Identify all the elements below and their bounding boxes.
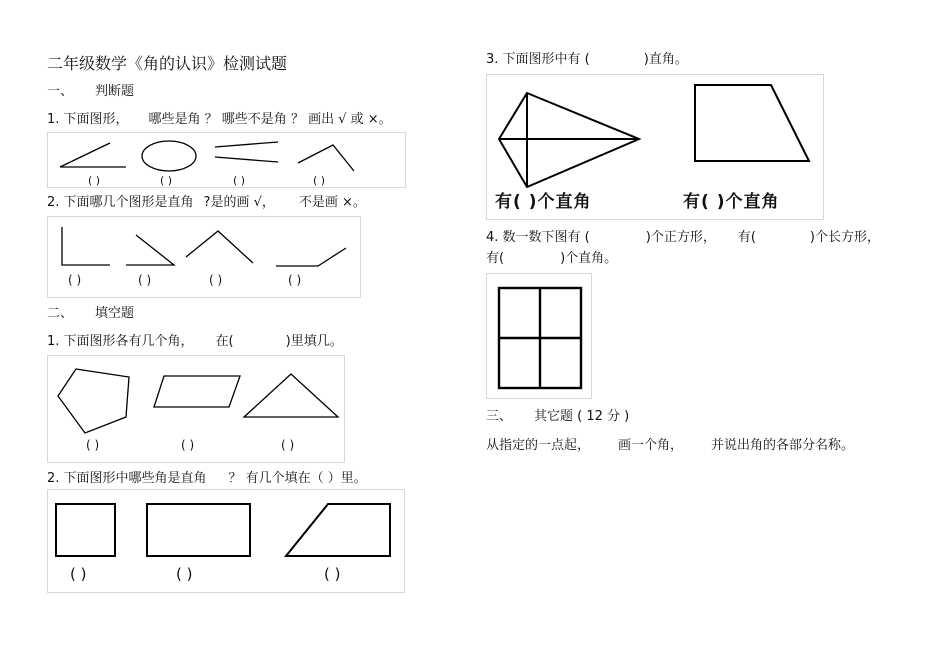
figure-box-kite-trapezoid	[486, 74, 824, 220]
question-1-2-text-b: ?是的画 √，	[203, 195, 275, 210]
question-1-1	[47, 112, 392, 128]
answer-paren-2[interactable]: ( )	[160, 174, 173, 187]
question-3-text-b: )直角。	[643, 52, 688, 67]
figure-box-grid	[486, 273, 592, 399]
question-1-2-text-c: 不是画 ×。	[298, 195, 366, 210]
answer-paren-14[interactable]: ( )	[324, 565, 341, 583]
question-4-text-b: )个正方形，	[645, 230, 716, 245]
angle-figures	[48, 133, 405, 187]
question-3-text-a: 3. 下面图形中有 (	[486, 52, 590, 67]
section3-text-b: 画一个角，	[618, 438, 684, 453]
section1-number: 一、	[47, 84, 74, 99]
section3-text-a: 从指定的一点起，	[486, 438, 591, 453]
answer-paren-12[interactable]: ( )	[70, 565, 87, 583]
answer-paren-9[interactable]: ( )	[86, 438, 100, 452]
section2-number: 二、	[47, 306, 74, 321]
answer-paren-8[interactable]: ( )	[288, 273, 302, 287]
answer-paren-1[interactable]: ( )	[88, 174, 101, 187]
figure-pentagon	[58, 369, 129, 433]
question-1-1-text-a: 1. 下面图形，	[47, 112, 129, 127]
figure-acute-angle	[126, 235, 174, 265]
figure-angle-peak	[298, 145, 354, 171]
answer-paren-5[interactable]: ( )	[68, 273, 82, 287]
question-4-line-1	[486, 230, 880, 246]
figure-box-angles	[47, 132, 406, 188]
question-4-text-c: 有(	[737, 230, 756, 245]
question-4-line-2	[486, 251, 617, 267]
figure-triangle	[244, 374, 338, 417]
section1-title: 判断题	[95, 84, 135, 99]
section3-number: 三、	[486, 409, 513, 424]
right-angle-figures	[48, 217, 360, 297]
section3-instruction	[486, 438, 854, 454]
question-1-1-text-b: 哪些是角 ？ 哪些不是角 ？ 画出 √ 或 ×。	[148, 112, 392, 127]
figure-rectangle	[147, 504, 250, 556]
trapezoid-right-angle-label: 有( )个直角	[683, 192, 780, 212]
figure-parallelogram	[154, 376, 240, 407]
section2-heading	[47, 306, 134, 322]
question-4-text-a: 4. 数一数下图有 (	[486, 230, 590, 245]
figure-square	[56, 504, 115, 556]
answer-paren-7[interactable]: ( )	[209, 273, 223, 287]
question-1-2	[47, 195, 366, 211]
page-title: 二年级数学《角的认识》检测试题	[47, 54, 288, 73]
figure-wide-angle	[276, 248, 346, 266]
question-4-text-f: )个直角。	[560, 251, 618, 266]
figure-box-quadrilaterals	[47, 489, 405, 593]
figure-obtuse-angle	[186, 231, 253, 263]
grid-figure	[487, 274, 591, 398]
question-2-1-text-a: 1. 下面图形各有几个角，	[47, 334, 194, 349]
section3-heading	[486, 409, 629, 425]
question-2-1-text-c: )里填几。	[285, 334, 343, 349]
question-2-2-text-b: ？ 有几个填在（ ）里。	[228, 471, 367, 486]
section3-title: 其它题 ( 12 分 )	[534, 409, 630, 424]
answer-paren-3[interactable]: ( )	[233, 174, 246, 187]
question-2-1-text-b: 在(	[215, 334, 234, 349]
section3-text-c: 并说出角的各部分名称。	[711, 438, 855, 453]
figure-ellipse	[142, 141, 196, 171]
figure-two-lines	[215, 142, 278, 147]
answer-paren-13[interactable]: ( )	[176, 565, 193, 583]
answer-paren-10[interactable]: ( )	[181, 438, 195, 452]
figure-trapezoid	[286, 504, 390, 556]
question-4-text-d: )个长方形，	[809, 230, 880, 245]
figure-right-trapezoid	[695, 85, 809, 161]
answer-paren-4[interactable]: ( )	[313, 174, 326, 187]
quadrilateral-figures	[48, 490, 404, 592]
question-1-2-text-a: 2. 下面哪几个图形是直角	[47, 195, 194, 210]
section1-heading	[47, 84, 134, 100]
question-4-text-e: 有(	[486, 251, 505, 266]
figure-angle-open	[60, 143, 110, 167]
question-2-1	[47, 334, 343, 350]
answer-paren-11[interactable]: ( )	[281, 438, 295, 452]
figure-box-polygons	[47, 355, 345, 463]
question-2-2	[47, 471, 367, 487]
question-3	[486, 52, 688, 68]
answer-paren-6[interactable]: ( )	[138, 273, 152, 287]
figure-right-angle	[62, 227, 110, 265]
section2-title: 填空题	[95, 306, 135, 321]
question-2-2-text-a: 2. 下面图形中哪些角是直角	[47, 471, 207, 486]
kite-right-angle-label: 有( )个直角	[495, 192, 592, 212]
figure-box-right-angles	[47, 216, 361, 298]
